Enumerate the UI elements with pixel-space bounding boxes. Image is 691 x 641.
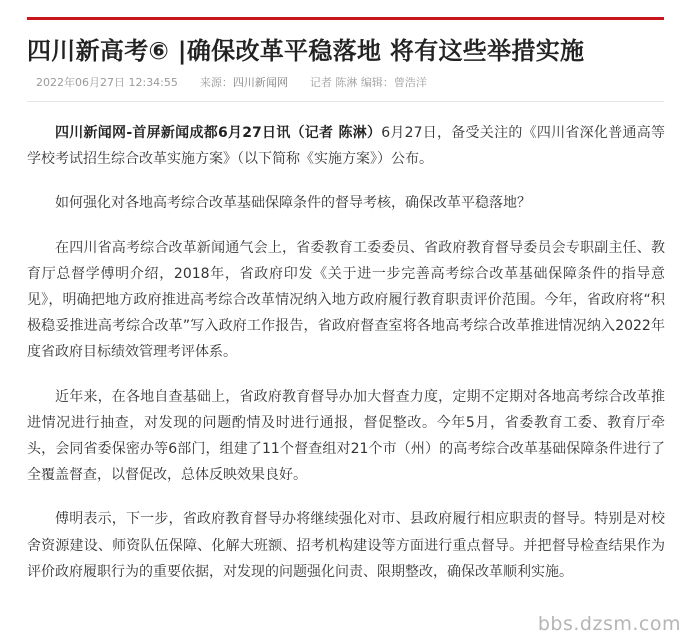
source-label: 来源： — [199, 76, 233, 89]
paragraph-lead — [27, 120, 665, 172]
site-watermark: bbs.dzsm.com — [537, 613, 681, 635]
source-name-link[interactable]: 四川新闻网 — [232, 76, 288, 89]
paragraph-next-steps: 傅明表示，下一步，省政府教育督导办将继续强化对市、县政府履行相应职责的督导。特别是对校舍资源建设、师资队伍保障、化解大班额、招考机构建设等方面进行重点督导。并把督导检查结果作为评价政府履职行为的重要依据，对发现的问题强化问责、限期整改，确保改革顺利实施。 — [27, 511, 665, 580]
paragraph-question: 如何强化对各地高考综合改革基础保障条件的督导考核，确保改革平稳落地？ — [55, 195, 531, 212]
author-editor: 记者 陈淋 编辑：曾浩洋 — [309, 76, 427, 89]
paragraph-background: 在四川省高考综合改革新闻通气会上，省委教育工委委员、省政府教育督导委员会专职副主任、教育厅总督学傅明介绍，2018年，省政府印发《关于进一步完善高考综合改革基础保障条件的指导意见》，明确把地方政府推进高考综合改革情况纳入地方政府履行教育职责评价范围。今年，省政府将“积极稳妥推进高考综合改革”写入政府工作报告，省政府督查室将各地高考综合改革推进情况纳入2022年度省政府目标绩效管理考评体系。 — [27, 239, 665, 361]
meta-divider — [27, 101, 664, 102]
paragraph-inspection: 近年来，在各地自查基础上，省政府教育督导办加大督查力度，定期不定期对各地高考综合改革推进情况进行抽查，对发现的问题酌情及时进行通报，督促整改。今年5月，省委教育工委、教育厅牵头，会同省委保密办等6部门，组建了11个督查组对21个市（州）的高考综合改革基础保障条件进行了全覆盖督查，以督促改，总体反映效果良好。 — [27, 388, 665, 484]
header-accent-rule — [27, 17, 664, 20]
lead-text: 6月27日，备受关注的《四川省深化普通高等学校考试招生综合改革实施方案》（以下简称《实施方案》）公布。 — [27, 125, 665, 168]
article-meta — [36, 75, 427, 91]
lead-dateline: 四川新闻网-首屏新闻成都6月27日讯（记者 陈淋） — [55, 125, 382, 141]
publish-datetime: 2022年06月27日 12:34:55 — [36, 76, 178, 89]
article-body — [27, 120, 665, 585]
article-title: 四川新高考⑥ |确保改革平稳落地 将有这些举措实施 — [27, 37, 585, 65]
